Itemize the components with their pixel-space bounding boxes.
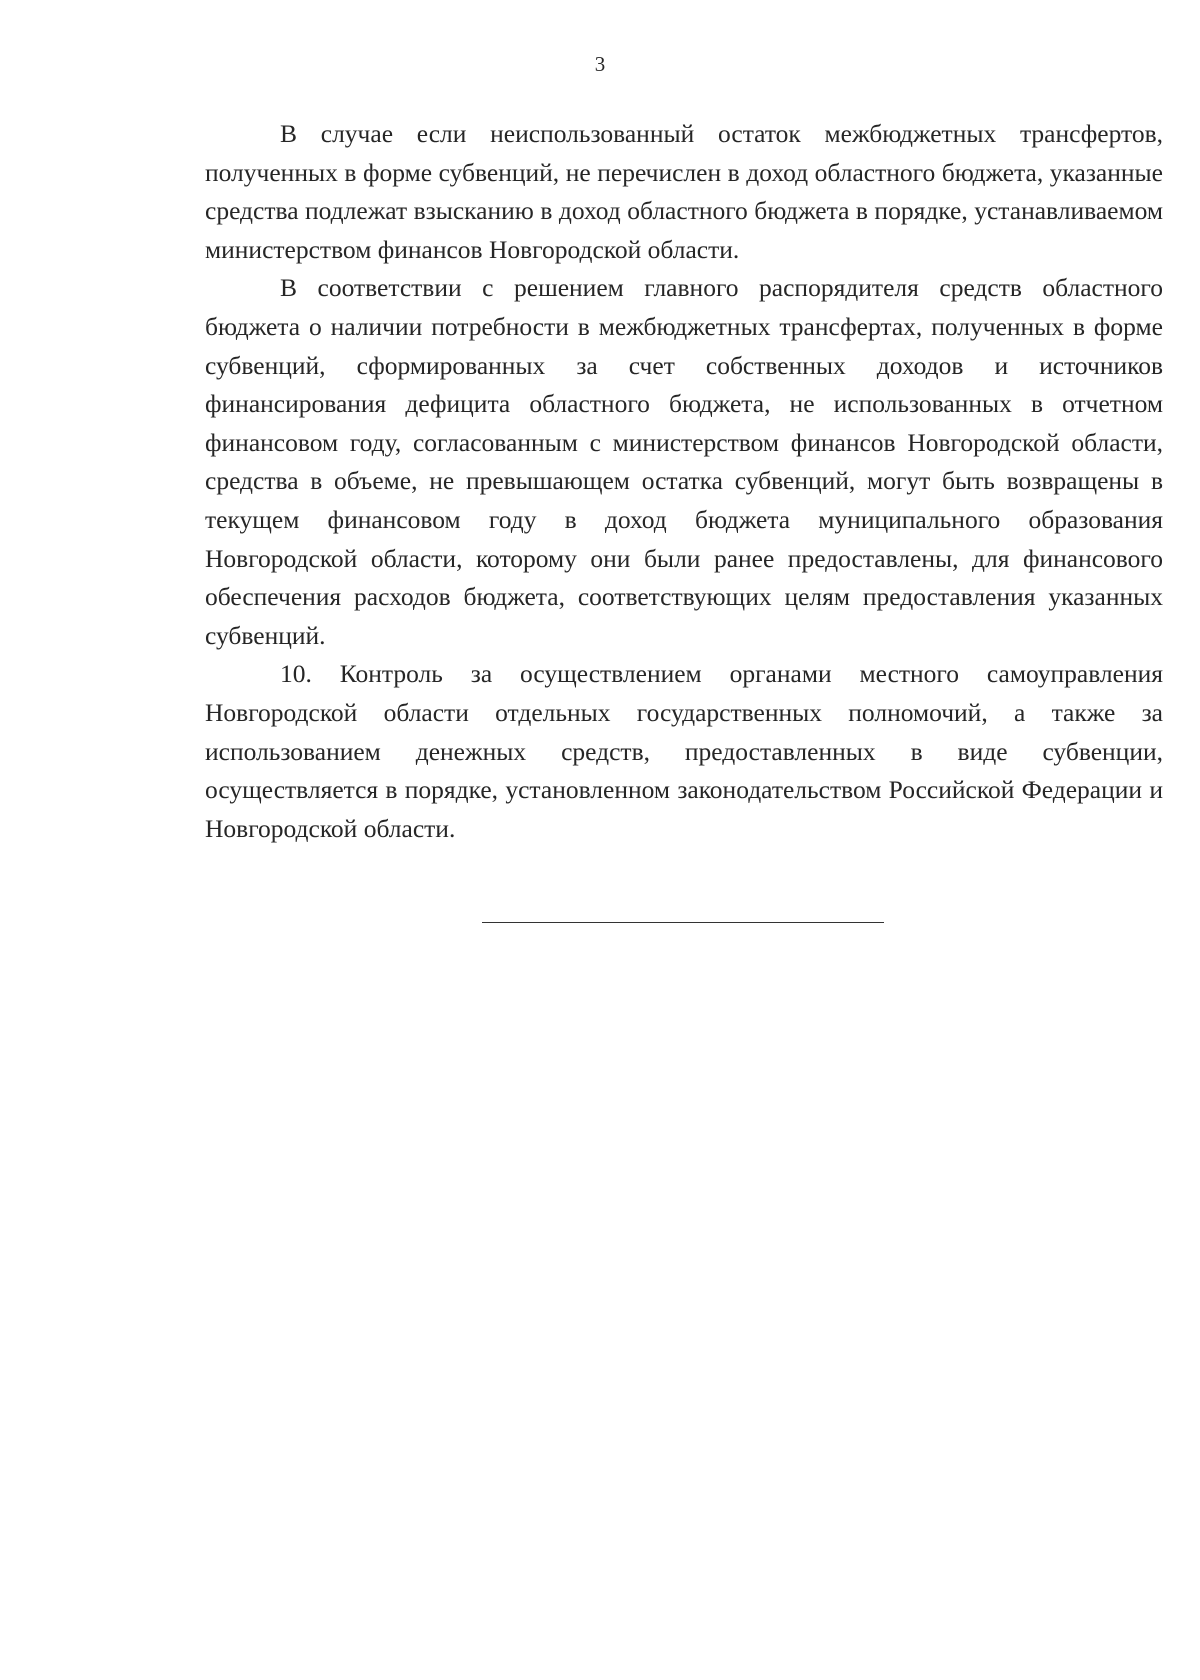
paragraph-unused-subvention-recovery: В случае если неиспользованный остаток межбюджетных трансфертов, полученных в форме субвенций, не перечислен в доход областного бюджета, указанные средства подлежат взысканию в доход областного бюджета в порядке, устанавливаемом министерством финансов Новгородской области. — [205, 119, 1163, 264]
document-body — [205, 115, 1163, 848]
paragraph-control-clause-10: 10. Контроль за осуществлением органами местного самоуправления Новгородской области отдельных государственных полномочий, а также за использованием денежных средств, предоставленных в виде субвенции, осуществляется в порядке, установленном законодательством Российской Федерации и Новгородской области. — [205, 659, 1163, 843]
page-number: 3 — [594, 52, 606, 76]
paragraph-return-of-funds: В соответствии с решением главного распорядителя средств областного бюджета о наличии потребности в межбюджетных трансфертах, полученных в форме субвенций, сформированных за счет собственных доходов и источников финансирования дефицита областного бюджета, не использованных в отчетном финансовом году, согласованным с министерством финансов Новгородской области, средства в объеме, не превышающем остатка субвенций, могут быть возвращены в текущем финансовом году в доход бюджета муниципального образования Новгородской области, которому они были ранее предоставлены, для финансового обеспечения расходов бюджета, соответствующих целям предоставления указанных субвенций. — [205, 273, 1163, 650]
end-of-document-rule — [482, 922, 884, 923]
